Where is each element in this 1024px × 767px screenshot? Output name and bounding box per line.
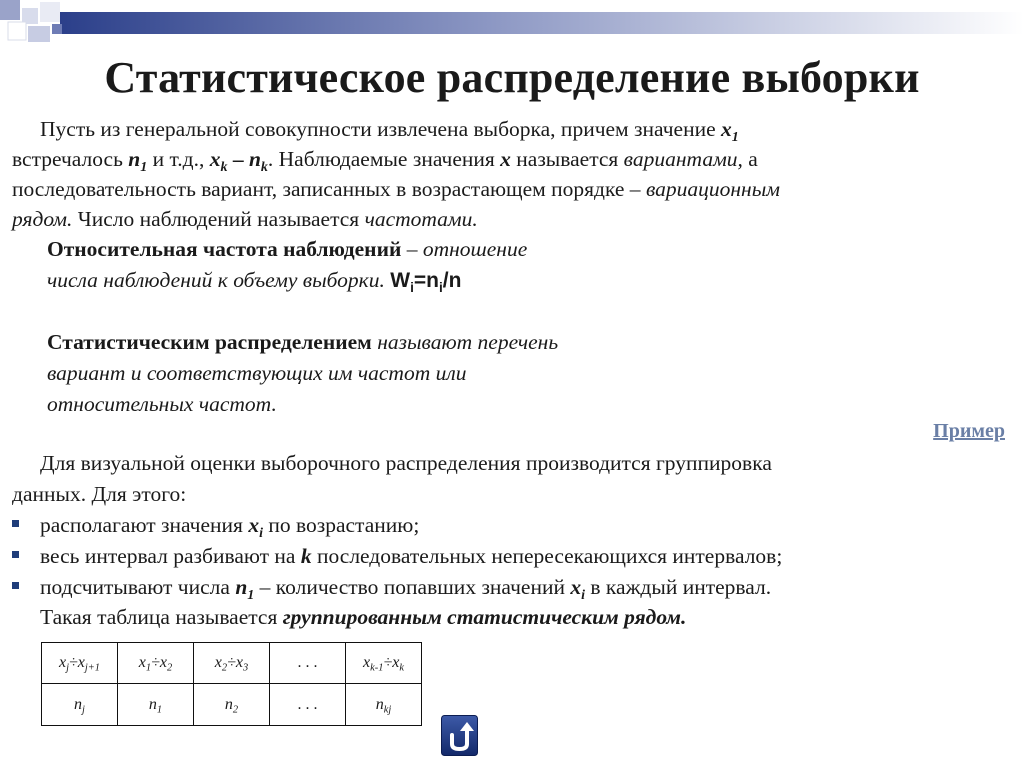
para1-line2 bbox=[12, 144, 758, 174]
table-cell: $n_j$ bbox=[42, 684, 118, 726]
stat-distribution-line3: относительных частот. bbox=[47, 392, 277, 416]
term-relative-frequency: Относительная частота наблюдений bbox=[47, 237, 402, 261]
text: числа наблюдений к объему выборки. bbox=[47, 268, 385, 292]
term-stat-distribution: Статистическим распределением bbox=[47, 330, 372, 354]
subscript: i bbox=[259, 525, 263, 541]
term-grouped-series: группированным статистическим рядом. bbox=[282, 605, 687, 629]
subscript: i bbox=[410, 279, 414, 295]
relative-frequency-line1 bbox=[47, 234, 527, 264]
text: подсчитывают числа bbox=[40, 575, 236, 599]
formula-w: W bbox=[390, 269, 411, 292]
stat-distribution-line1 bbox=[47, 327, 558, 357]
grouped-series-table bbox=[41, 642, 422, 726]
term-variation: вариационным bbox=[645, 177, 780, 201]
u-turn-up-arrow-icon bbox=[441, 715, 478, 756]
relative-frequency-line2 bbox=[47, 265, 461, 296]
subscript: k bbox=[260, 159, 268, 175]
subscript: k bbox=[220, 159, 228, 175]
para1-line4 bbox=[12, 204, 478, 234]
table-cell: . . . bbox=[270, 643, 346, 684]
text: в каждый интервал. bbox=[585, 575, 772, 599]
var-n: n bbox=[248, 147, 261, 171]
text: встречалось bbox=[12, 147, 129, 171]
text: . Наблюдаемые значения bbox=[267, 147, 501, 171]
para2-line1: Для визуальной оценки выборочного распределения производится группировка bbox=[40, 451, 772, 475]
text: и т.д., bbox=[147, 147, 210, 171]
page-title: Статистическое распределение выборки bbox=[104, 53, 920, 102]
formula bbox=[390, 269, 462, 295]
table-cell: $x_j\div x_{j+1}$ bbox=[42, 643, 118, 684]
para1-line1 bbox=[40, 114, 739, 144]
text: последовательность вариант, записанных в возрастающем порядке – bbox=[12, 177, 646, 201]
var-n: n bbox=[128, 147, 141, 171]
subscript: i bbox=[438, 279, 443, 295]
var-n: n bbox=[235, 575, 248, 599]
table-cell: $x_2\div x_3$ bbox=[194, 643, 270, 684]
para1-line3 bbox=[12, 174, 780, 204]
text: располагают значения bbox=[40, 513, 249, 537]
text: называют перечень bbox=[371, 330, 559, 354]
formula-end: /n bbox=[442, 269, 462, 292]
bullet-item-2 bbox=[40, 541, 782, 571]
var-x: x bbox=[500, 147, 511, 171]
example-link[interactable]: Пример bbox=[933, 420, 1005, 442]
bullet-icon bbox=[12, 551, 19, 558]
table-row bbox=[42, 643, 422, 684]
text: по возрастанию; bbox=[262, 513, 420, 537]
para2-line2: данных. Для этого: bbox=[12, 482, 187, 506]
bullet-icon bbox=[12, 582, 19, 589]
formula-eq: =n bbox=[413, 269, 439, 292]
text: последовательных непересекающихся интервалов; bbox=[311, 544, 783, 568]
text: весь интервал разбивают на bbox=[40, 544, 301, 568]
table-cell: $n_2$ bbox=[194, 684, 270, 726]
term-variants: вариантами, bbox=[623, 147, 743, 171]
text: – количество попавших значений bbox=[254, 575, 571, 599]
text: а bbox=[742, 147, 758, 171]
table-cell: $x_{k-1}\div x_k$ bbox=[346, 643, 422, 684]
var-k: k bbox=[300, 544, 312, 568]
table-cell: $n_{kj}$ bbox=[346, 684, 422, 726]
var-x: x bbox=[209, 147, 221, 171]
text: Число наблюдений называется bbox=[72, 207, 365, 231]
bullet-item-3 bbox=[40, 572, 771, 602]
text: называется bbox=[510, 147, 624, 171]
term-frequencies: частотами. bbox=[364, 207, 478, 231]
table-intro bbox=[40, 602, 686, 632]
table-cell: . . . bbox=[270, 684, 346, 726]
var-x: x bbox=[570, 575, 582, 599]
table-row bbox=[42, 684, 422, 726]
bullet-item-1 bbox=[40, 510, 419, 540]
table-cell: $n_1$ bbox=[118, 684, 194, 726]
subscript: i bbox=[581, 587, 586, 603]
table-cell: $x_1\div x_2$ bbox=[118, 643, 194, 684]
dash: – bbox=[227, 147, 249, 171]
stat-distribution-line2: вариант и соответствующих им частот или bbox=[47, 361, 467, 385]
text: – отношение bbox=[401, 237, 528, 261]
subscript: 1 bbox=[731, 129, 739, 145]
subscript: 1 bbox=[140, 159, 148, 175]
header-decoration bbox=[0, 0, 1024, 40]
subscript: 1 bbox=[247, 587, 255, 603]
term-series: рядом. bbox=[12, 207, 73, 231]
text: Пусть из генеральной совокупности извлечена выборка, причем значение bbox=[40, 117, 721, 141]
var-x: x bbox=[248, 513, 260, 537]
return-up-button[interactable] bbox=[441, 715, 478, 756]
text: Такая таблица называется bbox=[40, 605, 283, 629]
bullet-icon bbox=[12, 520, 19, 527]
var-x: x bbox=[721, 117, 732, 141]
